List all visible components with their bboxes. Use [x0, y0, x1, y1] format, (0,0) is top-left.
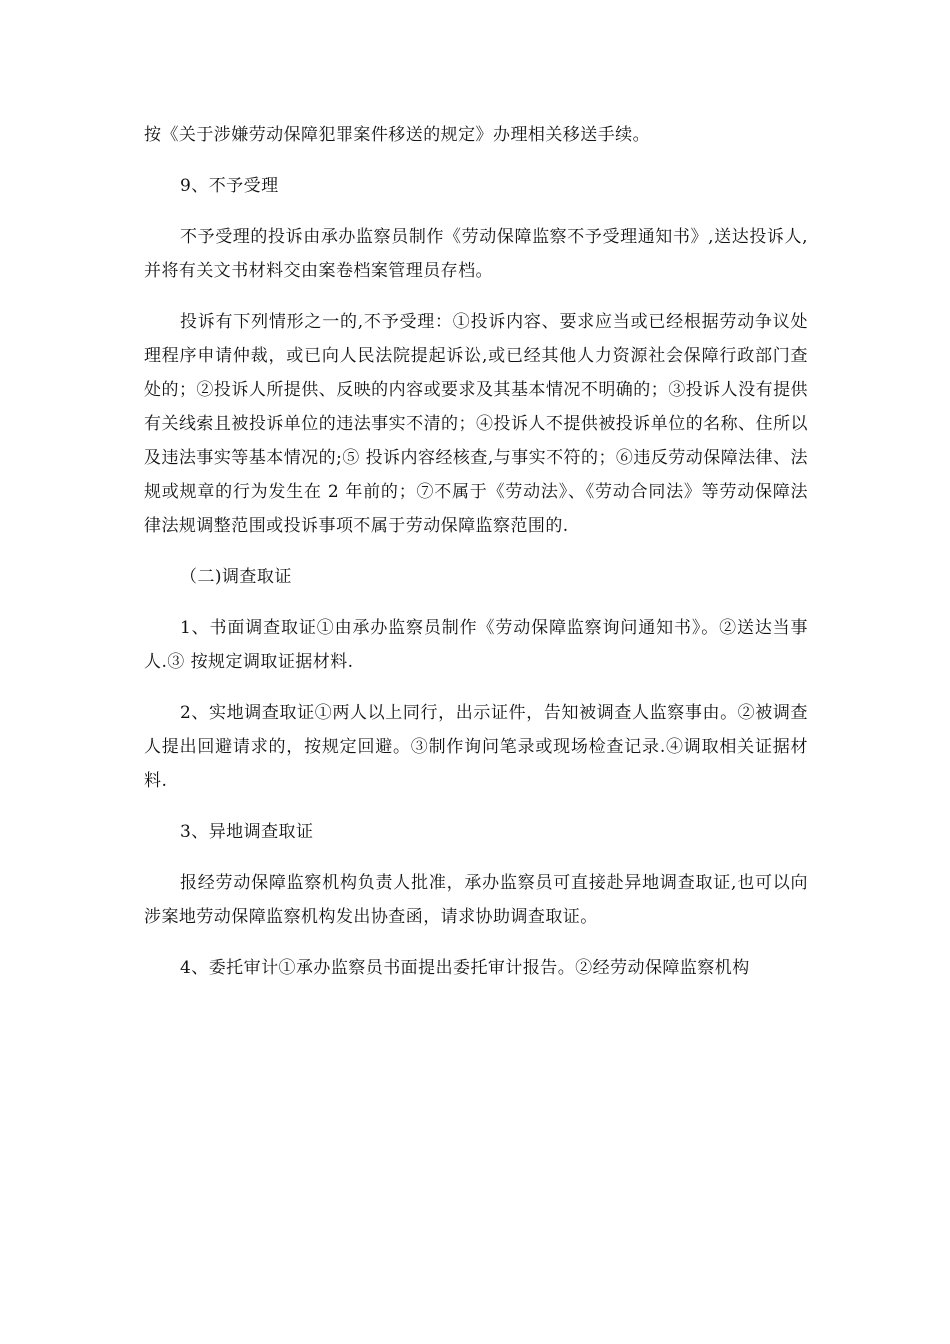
document-body [144, 118, 808, 985]
paragraph-transfer-procedure: 按《关于涉嫌劳动保障犯罪案件移送的规定》办理相关移送手续。 [144, 125, 651, 145]
heading-remote-investigation: 3、异地调查取证 [180, 822, 314, 842]
paragraph-commissioned-audit: 4、委托审计①承办监察员书面提出委托审计报告。②经劳动保障监察机构 [180, 958, 750, 978]
paragraph-onsite-investigation: 2、实地调查取证①两人以上同行，出示证件，告知被调查人监察事由。②被调查人提出回避请求的，按规定回避。③制作询问笔录或现场检查记录.④调取相关证据材料. [144, 703, 808, 791]
paragraph-remote-investigation: 报经劳动保障监察机构负责人批准，承办监察员可直接赴异地调查取证,也可以向涉案地劳动保障监察机构发出协查函，请求协助调查取证。 [144, 873, 808, 927]
paragraph-written-investigation: 1、书面调查取证①由承办监察员制作《劳动保障监察询问通知书》。②送达当事人.③ 按规定调取证据材料. [144, 618, 808, 672]
paragraph-not-accepted-conditions: 投诉有下列情形之一的,不予受理：①投诉内容、要求应当或已经根据劳动争议处理程序申请仲裁，或已向人民法院提起诉讼,或已经其他人力资源社会保障行政部门查处的；②投诉人所提供、反映的内容或要求及其基本情况不明确的；③投诉人没有提供有关线索且被投诉单位的违法事实不清的；④投诉人不提供被投诉单位的名称、住所以及违法事实等基本情况的;⑤ 投诉内容经核查,与事实不符的；⑥违反劳动保障法律、法规或规章的行为发生在 2 年前的；⑦不属于《劳动法》、《劳动合同法》等劳动保障法律法规调整范围或投诉事项不属于劳动保障监察范围的. [144, 312, 808, 536]
paragraph-not-accepted-notice: 不予受理的投诉由承办监察员制作《劳动保障监察不予受理通知书》,送达投诉人,并将有关文书材料交由案卷档案管理员存档。 [144, 227, 808, 281]
heading-not-accepted: 9、不予受理 [180, 176, 279, 196]
heading-investigation: （二)调查取证 [180, 567, 292, 587]
